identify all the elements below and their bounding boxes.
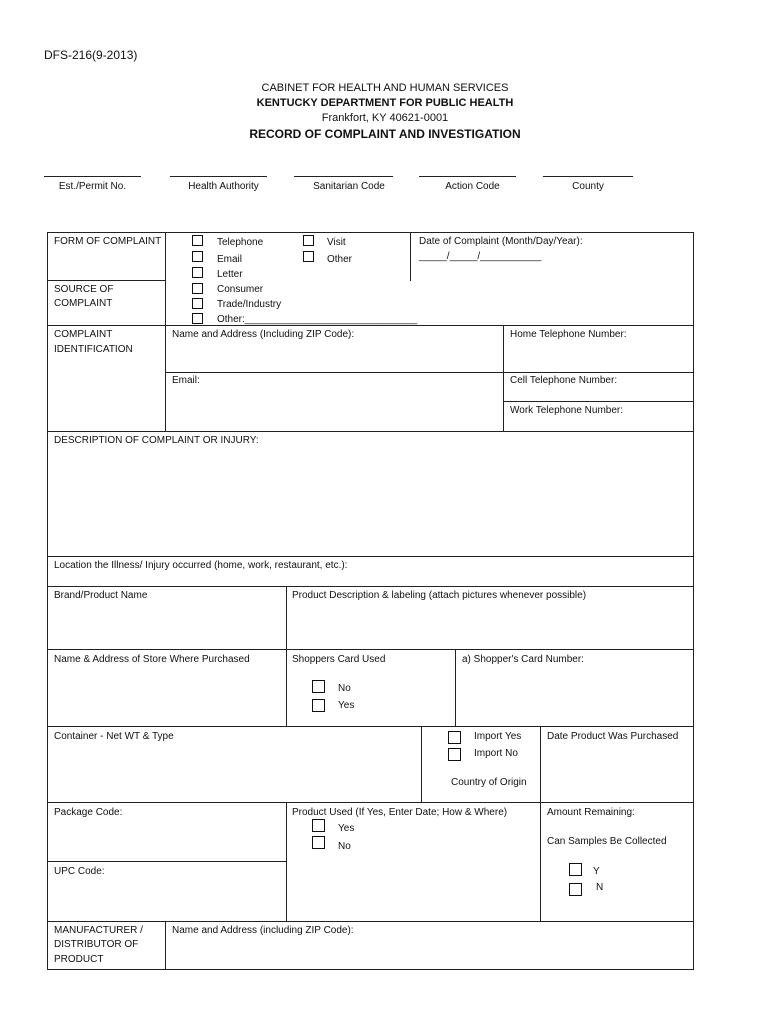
consumer-checkbox[interactable] [192,283,203,294]
samples-label: Can Samples Be Collected [547,836,667,847]
import-no-checkbox[interactable] [448,748,461,761]
source-other-field[interactable]: Other:_______________________________ [217,314,418,325]
manufacturer-label-1: MANUFACTURER / [54,925,143,936]
header-address: Frankfort, KY 40621-0001 [321,112,449,124]
shoppers-card-no-checkbox[interactable] [312,680,325,693]
visit-checkbox[interactable] [303,235,314,246]
manufacturer-label-3: PRODUCT [54,954,104,965]
samples-y-checkbox[interactable] [569,863,582,876]
county-label: County [572,181,604,192]
date-of-complaint-field[interactable]: _____/_____/___________ [419,251,542,262]
telephone-label: Telephone [217,237,264,248]
import-yes-label: Import Yes [474,731,522,742]
identification-label-2: IDENTIFICATION [54,344,133,355]
complainant-name-address-field[interactable]: Name and Address (Including ZIP Code): [172,329,355,340]
telephone-checkbox[interactable] [192,235,203,246]
location-field[interactable]: Location the Illness/ Injury occurred (home, work, restaurant, etc.): [54,560,348,571]
samples-n-checkbox[interactable] [569,883,582,896]
permit-blank[interactable] [44,176,141,177]
container-field[interactable]: Container - Net WT & Type [54,731,174,742]
form-of-complaint-label: FORM OF COMPLAINT [54,236,162,247]
source-label-1: SOURCE OF [54,284,114,295]
sanitarian-blank[interactable] [294,176,393,177]
package-code-field[interactable]: Package Code: [54,807,123,818]
county-blank[interactable] [543,176,633,177]
product-used-label: Product Used (If Yes, Enter Date; How & Where) [292,807,508,818]
brand-field[interactable]: Brand/Product Name [54,590,148,601]
other-checkbox[interactable] [303,251,314,262]
samples-y-label: Y [593,866,600,877]
email-label: Email [217,254,243,265]
consumer-label: Consumer [217,284,264,295]
samples-n-label: N [596,882,604,893]
other-label: Other [327,254,353,265]
trade-checkbox[interactable] [192,298,203,309]
store-field[interactable]: Name & Address of Store Where Purchased [54,654,250,665]
upc-code-field[interactable]: UPC Code: [54,866,105,877]
letter-checkbox[interactable] [192,267,203,278]
manufacturer-name-address-field[interactable]: Name and Address (including ZIP Code): [172,925,354,936]
source-other-checkbox[interactable] [192,313,203,324]
product-used-yes-label: Yes [338,823,355,834]
manufacturer-label-2: DISTRIBUTOR OF [54,939,139,950]
action-label: Action Code [445,181,500,192]
date-of-complaint-label: Date of Complaint (Month/Day/Year): [419,236,583,247]
header-agency: CABINET FOR HEALTH AND HUMAN SERVICES [261,82,509,94]
trade-label: Trade/Industry [217,299,282,310]
shoppers-card-no-label: No [338,683,351,694]
shoppers-card-number-field[interactable]: a) Shopper's Card Number: [462,654,584,665]
shoppers-card-label: Shoppers Card Used [292,654,386,665]
product-used-no-checkbox[interactable] [312,836,325,849]
country-of-origin-field[interactable]: Country of Origin [451,777,527,788]
amount-remaining-field[interactable]: Amount Remaining: [547,807,635,818]
product-used-yes-checkbox[interactable] [312,819,325,832]
authority-label: Health Authority [188,181,259,192]
description-field[interactable]: DESCRIPTION OF COMPLAINT OR INJURY: [54,435,259,446]
shoppers-card-yes-checkbox[interactable] [312,699,325,712]
home-phone-field[interactable]: Home Telephone Number: [510,329,627,340]
authority-blank[interactable] [170,176,267,177]
visit-label: Visit [327,237,346,248]
identification-label-1: COMPLAINT [54,329,113,340]
action-blank[interactable] [419,176,516,177]
source-label-2: COMPLAINT [54,298,113,309]
page-title: RECORD OF COMPLAINT AND INVESTIGATION [249,127,521,141]
email-checkbox[interactable] [192,251,203,262]
product-description-field[interactable]: Product Description & labeling (attach pictures whenever possible) [292,590,587,601]
product-used-no-label: No [338,841,351,852]
permit-label: Est./Permit No. [58,181,127,192]
letter-label: Letter [217,269,243,280]
date-purchased-field[interactable]: Date Product Was Purchased [547,731,679,742]
import-no-label: Import No [474,748,518,759]
sanitarian-label: Sanitarian Code [313,181,385,192]
cell-phone-field[interactable]: Cell Telephone Number: [510,375,618,386]
shoppers-card-yes-label: Yes [338,700,355,711]
form-number: DFS-216(9-2013) [44,48,138,62]
header-department: KENTUCKY DEPARTMENT FOR PUBLIC HEALTH [256,97,514,109]
email-field[interactable]: Email: [172,375,200,386]
import-yes-checkbox[interactable] [448,731,461,744]
work-phone-field[interactable]: Work Telephone Number: [510,405,624,416]
